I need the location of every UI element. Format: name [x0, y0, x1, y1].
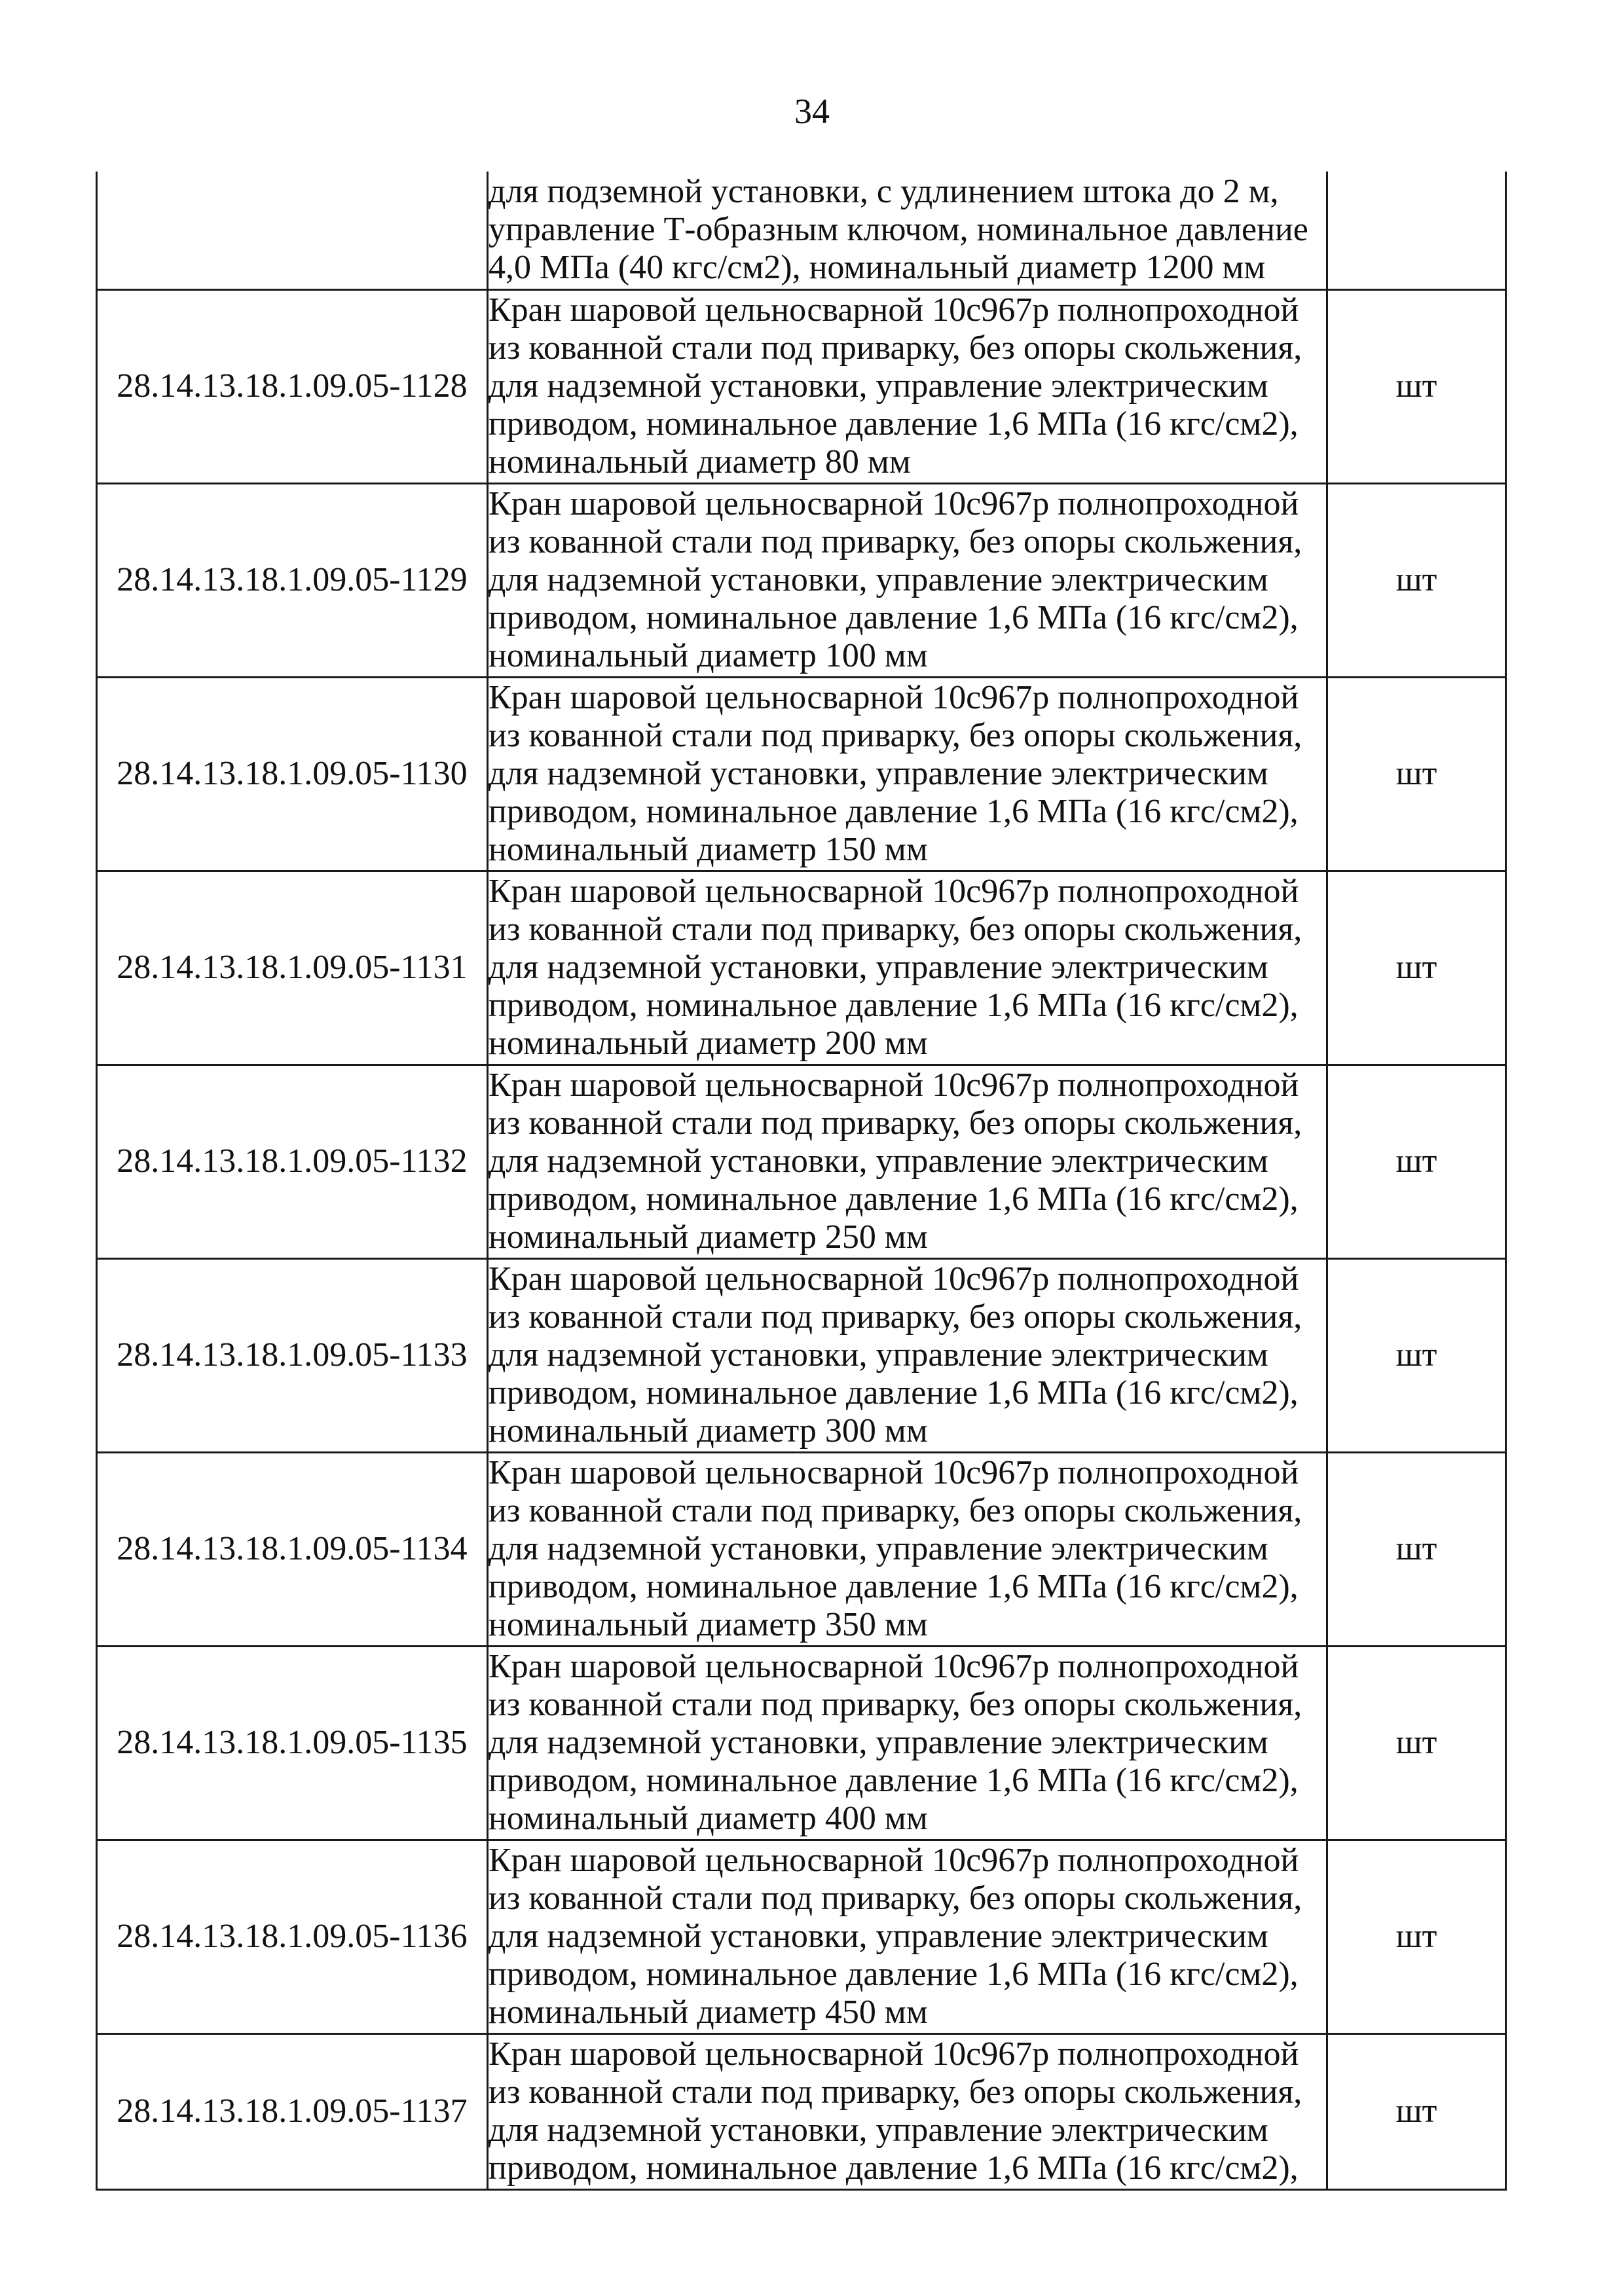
item-unit: шт — [1327, 289, 1506, 483]
description-line: номинальный диаметр 100 мм — [489, 637, 928, 674]
item-code — [97, 172, 488, 289]
item-unit: шт — [1327, 2033, 1506, 2189]
description-line: приводом, номинальное давление 1,6 МПа (16 кгс/см2), — [489, 405, 1299, 443]
item-code: 28.14.13.18.1.09.05-1131 — [97, 871, 488, 1065]
description-line: номинальный диаметр 300 мм — [489, 1412, 928, 1449]
description-line: из кованной стали под приварку, без опоры скольжения, — [489, 911, 1302, 948]
table-row — [97, 2033, 1506, 2189]
description-line: приводом, номинальное давление 1,6 МПа (16 кгс/см2), — [489, 1568, 1299, 1605]
description-line: номинальный диаметр 450 мм — [489, 1994, 928, 2031]
description-line: из кованной стали под приварку, без опоры скольжения, — [489, 1298, 1302, 1336]
description-line: для надземной установки, управление электрическим — [489, 1336, 1268, 1374]
item-code: 28.14.13.18.1.09.05-1130 — [97, 677, 488, 871]
description-line: приводом, номинальное давление 1,6 МПа (16 кгс/см2), — [489, 2149, 1299, 2187]
description-line: Кран шаровой цельносварной 10с967р полнопроходной — [489, 291, 1299, 329]
item-unit: шт — [1327, 1840, 1506, 2033]
table-row — [97, 172, 1506, 289]
item-code: 28.14.13.18.1.09.05-1136 — [97, 1840, 488, 2033]
description-line: Кран шаровой цельносварной 10с967р полнопроходной — [489, 1454, 1299, 1491]
description-line: из кованной стали под приварку, без опоры скольжения, — [489, 523, 1302, 560]
item-code: 28.14.13.18.1.09.05-1129 — [97, 483, 488, 677]
description-line: Кран шаровой цельносварной 10с967р полнопроходной — [489, 485, 1299, 522]
item-description — [488, 2033, 1327, 2189]
description-line: для надземной установки, управление электрическим — [489, 1724, 1268, 1761]
description-line: для надземной установки, управление электрическим — [489, 367, 1268, 405]
description-line: приводом, номинальное давление 1,6 МПа (16 кгс/см2), — [489, 987, 1299, 1024]
item-description — [488, 1065, 1327, 1258]
item-unit: шт — [1327, 483, 1506, 677]
table-row — [97, 871, 1506, 1065]
description-line: Кран шаровой цельносварной 10с967р полнопроходной — [489, 1066, 1299, 1104]
item-description — [488, 871, 1327, 1065]
item-code: 28.14.13.18.1.09.05-1128 — [97, 289, 488, 483]
table-row — [97, 1840, 1506, 2033]
description-line: номинальный диаметр 150 мм — [489, 831, 928, 868]
description-line: управление Т-образным ключом, номинальное давление — [489, 211, 1308, 249]
description-line: из кованной стали под приварку, без опоры скольжения, — [489, 1686, 1302, 1723]
description-line: приводом, номинальное давление 1,6 МПа (16 кгс/см2), — [489, 793, 1299, 830]
item-description — [488, 289, 1327, 483]
description-line: из кованной стали под приварку, без опоры скольжения, — [489, 329, 1302, 367]
description-line: из кованной стали под приварку, без опоры скольжения, — [489, 1880, 1302, 1917]
description-line: из кованной стали под приварку, без опоры скольжения, — [489, 717, 1302, 754]
description-line: из кованной стали под приварку, без опоры скольжения, — [489, 1492, 1302, 1529]
spec-table-body — [97, 172, 1506, 2189]
item-description — [488, 1258, 1327, 1452]
item-code: 28.14.13.18.1.09.05-1137 — [97, 2033, 488, 2189]
description-line: приводом, номинальное давление 1,6 МПа (16 кгс/см2), — [489, 1956, 1299, 1993]
table-row — [97, 483, 1506, 677]
description-line: Кран шаровой цельносварной 10с967р полнопроходной — [489, 1648, 1299, 1685]
item-code: 28.14.13.18.1.09.05-1135 — [97, 1646, 488, 1840]
description-line: Кран шаровой цельносварной 10с967р полнопроходной — [489, 2035, 1299, 2073]
item-description — [488, 172, 1327, 289]
description-line: номинальный диаметр 250 мм — [489, 1218, 928, 1256]
spec-table — [96, 172, 1507, 2191]
page-number: 34 — [794, 92, 830, 131]
description-line: для подземной установки, с удлинением штока до 2 м, — [489, 173, 1279, 211]
item-code: 28.14.13.18.1.09.05-1133 — [97, 1258, 488, 1452]
table-row — [97, 289, 1506, 483]
description-line: для надземной установки, управление электрическим — [489, 2111, 1268, 2149]
description-line: для надземной установки, управление электрическим — [489, 1530, 1268, 1567]
description-line: Кран шаровой цельносварной 10с967р полнопроходной — [489, 1842, 1299, 1879]
description-line: для надземной установки, управление электрическим — [489, 949, 1268, 986]
description-line: номинальный диаметр 350 мм — [489, 1606, 928, 1643]
table-row — [97, 1258, 1506, 1452]
table-row — [97, 677, 1506, 871]
description-line: номинальный диаметр 200 мм — [489, 1025, 928, 1062]
description-line: приводом, номинальное давление 1,6 МПа (16 кгс/см2), — [489, 599, 1299, 636]
description-line: номинальный диаметр 80 мм — [489, 443, 911, 481]
item-unit — [1327, 172, 1506, 289]
description-line: из кованной стали под приварку, без опоры скольжения, — [489, 1104, 1302, 1142]
item-unit: шт — [1327, 1258, 1506, 1452]
table-row — [97, 1065, 1506, 1258]
description-line: Кран шаровой цельносварной 10с967р полнопроходной — [489, 873, 1299, 910]
description-line: 4,0 МПа (40 кгс/см2), номинальный диаметр 1200 мм — [489, 249, 1266, 287]
item-unit: шт — [1327, 1646, 1506, 1840]
item-code: 28.14.13.18.1.09.05-1132 — [97, 1065, 488, 1258]
description-line: для надземной установки, управление электрическим — [489, 1918, 1268, 1955]
item-description — [488, 1452, 1327, 1646]
item-description — [488, 1840, 1327, 2033]
item-description — [488, 1646, 1327, 1840]
description-line: Кран шаровой цельносварной 10с967р полнопроходной — [489, 1260, 1299, 1298]
item-unit: шт — [1327, 1452, 1506, 1646]
description-line: для надземной установки, управление электрическим — [489, 561, 1268, 598]
description-line: приводом, номинальное давление 1,6 МПа (16 кгс/см2), — [489, 1180, 1299, 1218]
description-line: для надземной установки, управление электрическим — [489, 755, 1268, 792]
item-unit: шт — [1327, 677, 1506, 871]
description-line: номинальный диаметр 400 мм — [489, 1800, 928, 1837]
description-line: приводом, номинальное давление 1,6 МПа (16 кгс/см2), — [489, 1374, 1299, 1412]
description-line: приводом, номинальное давление 1,6 МПа (16 кгс/см2), — [489, 1762, 1299, 1799]
item-description — [488, 677, 1327, 871]
item-code: 28.14.13.18.1.09.05-1134 — [97, 1452, 488, 1646]
item-unit: шт — [1327, 871, 1506, 1065]
description-line: из кованной стали под приварку, без опоры скольжения, — [489, 2073, 1302, 2111]
description-line: Кран шаровой цельносварной 10с967р полнопроходной — [489, 679, 1299, 716]
table-row — [97, 1646, 1506, 1840]
item-unit: шт — [1327, 1065, 1506, 1258]
table-row — [97, 1452, 1506, 1646]
item-description — [488, 483, 1327, 677]
description-line: для надземной установки, управление электрическим — [489, 1142, 1268, 1180]
